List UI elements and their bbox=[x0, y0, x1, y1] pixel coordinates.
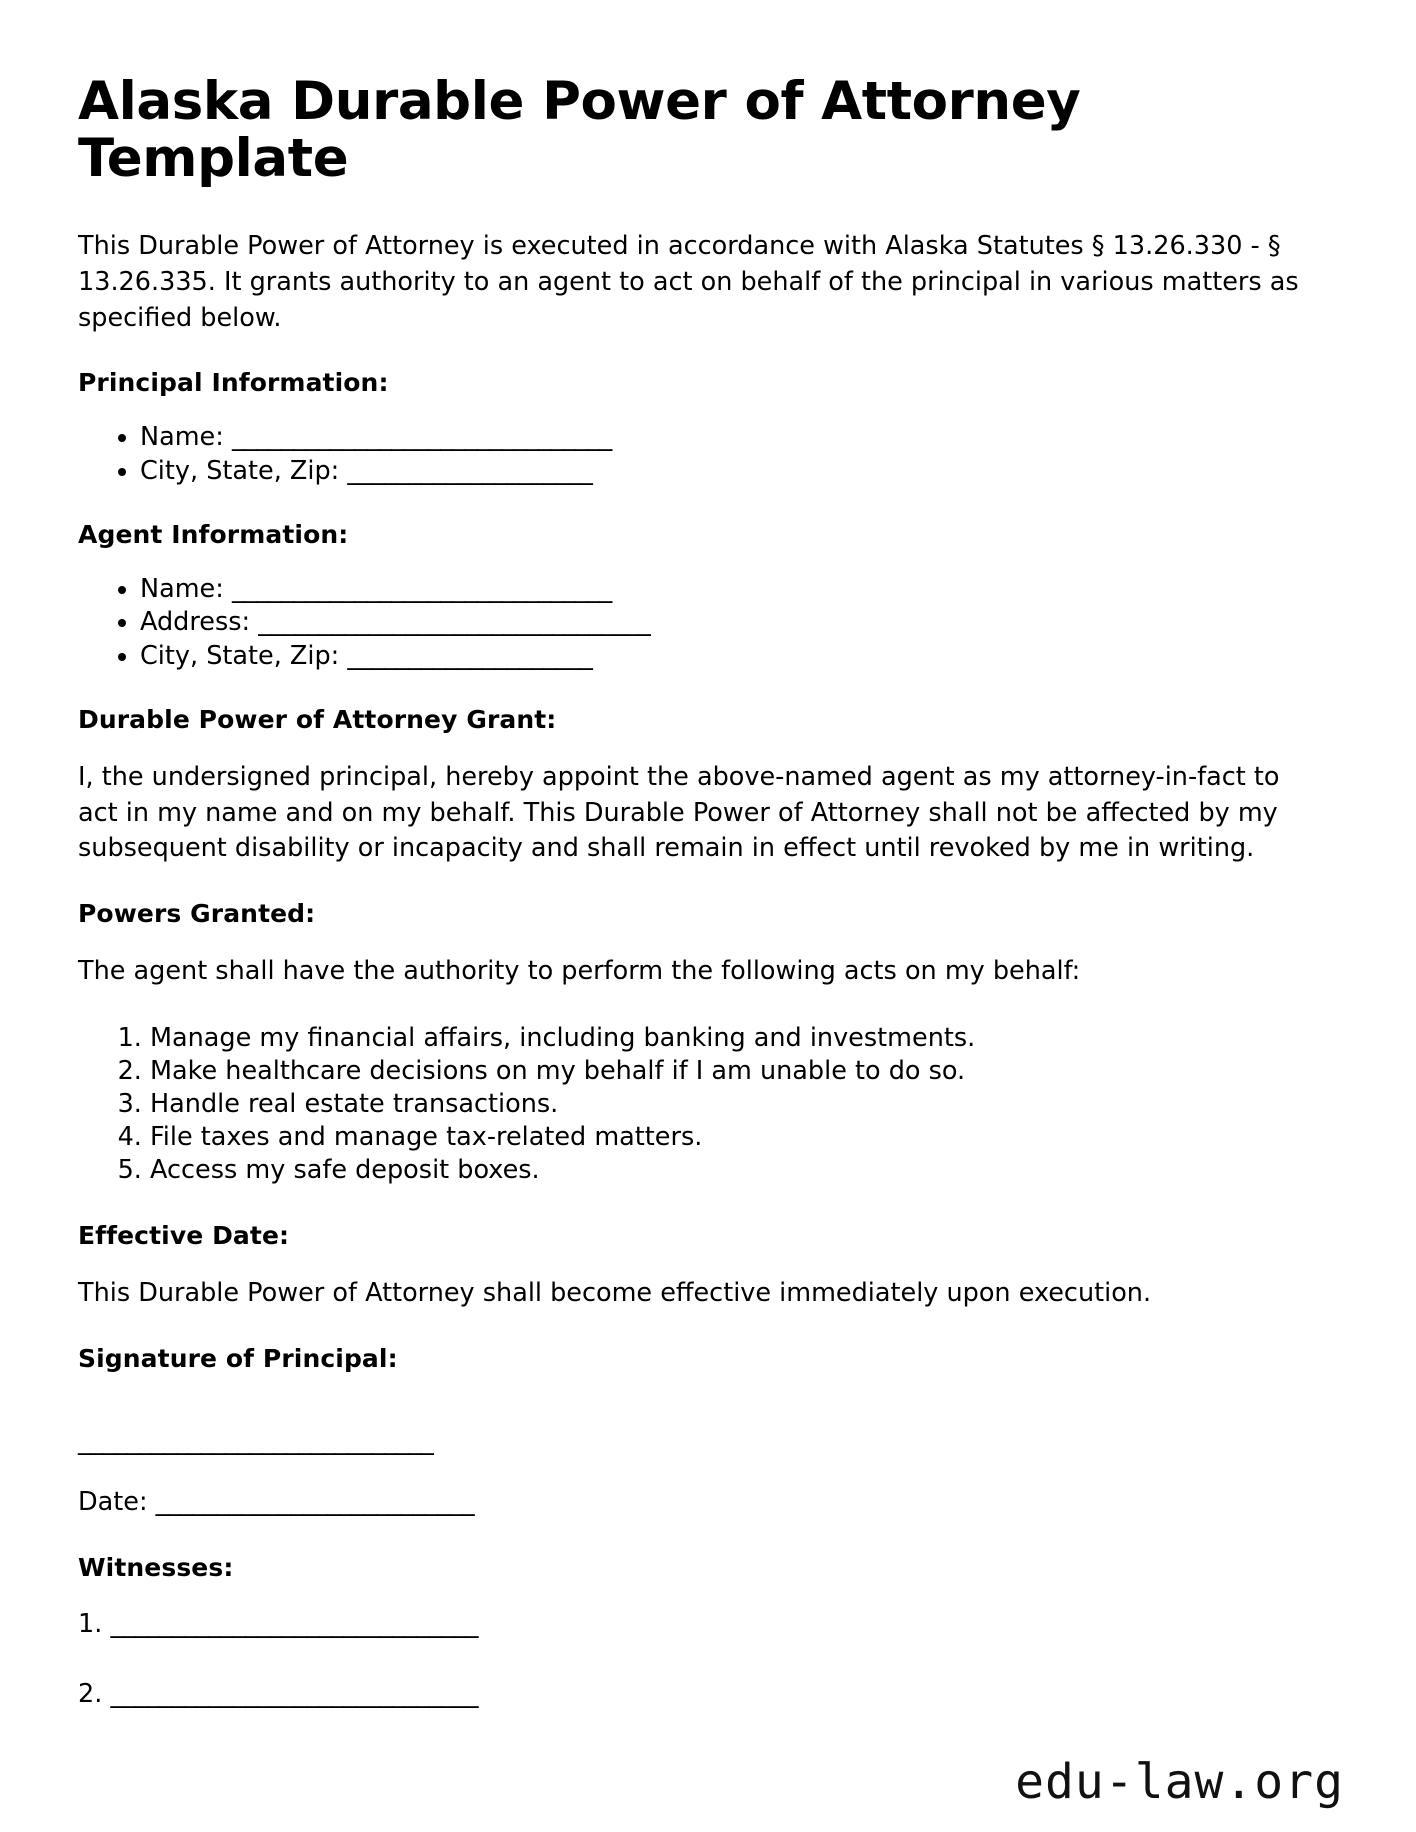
witness-blank[interactable]: ______________________________ bbox=[110, 1678, 478, 1709]
witness-line-2 bbox=[78, 1678, 1338, 1711]
field-label: Address: bbox=[140, 607, 251, 638]
list-item: 4. File taxes and manage tax-related matters. bbox=[150, 1121, 1338, 1154]
list-item bbox=[140, 642, 1338, 671]
field-label: City, State, Zip: bbox=[140, 640, 340, 671]
signature-spacer bbox=[78, 1399, 1338, 1425]
principal-signature-blank[interactable]: _____________________________ bbox=[78, 1426, 434, 1457]
list-item bbox=[140, 423, 1338, 452]
list-item bbox=[140, 457, 1338, 486]
witness-number: 1. bbox=[78, 1609, 103, 1640]
durable-power-grant-heading: Durable Power of Attorney Grant: bbox=[78, 705, 557, 735]
list-item: 1. Manage my financial affairs, including banking and investments. bbox=[150, 1022, 1338, 1055]
field-blank[interactable]: ____________________ bbox=[347, 455, 593, 486]
effective-date-heading: Effective Date: bbox=[78, 1221, 290, 1251]
agent-information-heading: Agent Information: bbox=[78, 520, 349, 550]
witness-number: 2. bbox=[78, 1678, 103, 1709]
field-blank[interactable]: ____________________ bbox=[347, 640, 593, 671]
principal-information-list bbox=[78, 423, 1338, 486]
principal-information-heading: Principal Information: bbox=[78, 368, 389, 398]
field-label: Name: bbox=[140, 422, 224, 453]
powers-granted-lead-in: The agent shall have the authority to perform the following acts on my behalf: bbox=[78, 956, 1081, 987]
date-label: Date: bbox=[78, 1487, 148, 1518]
list-item: 2. Make healthcare decisions on my behalf if I am unable to do so. bbox=[150, 1055, 1338, 1088]
powers-granted-list bbox=[78, 1022, 1338, 1188]
field-blank[interactable]: _______________________________ bbox=[231, 574, 612, 605]
signature-date-line bbox=[78, 1486, 1338, 1519]
field-label: Name: bbox=[140, 574, 224, 605]
field-label: City, State, Zip: bbox=[140, 455, 340, 486]
agent-information-list bbox=[78, 575, 1338, 671]
witness-blank[interactable]: ______________________________ bbox=[110, 1609, 478, 1640]
list-item bbox=[140, 608, 1338, 637]
site-watermark: edu-law.org bbox=[1015, 1754, 1344, 1810]
witness-line-1 bbox=[78, 1608, 1338, 1641]
intro-paragraph: This Durable Power of Attorney is executed in accordance with Alaska Statutes § 13.26.330 - § 13.26.335. It grants authority to an agent to act on behalf of the principal in various matters as specified below. bbox=[78, 231, 1299, 333]
powers-granted-heading: Powers Granted: bbox=[78, 899, 316, 929]
durable-power-grant-body: I, the undersigned principal, hereby appoint the above-named agent as my attorney-in-fact to act in my name and on my behalf. This Durable Power of Attorney shall not be affected by my subsequent disability or incapacity and shall remain in effect until revoked by me in writing. bbox=[78, 762, 1280, 864]
field-blank[interactable]: _______________________________ bbox=[231, 422, 612, 453]
page-title: Alaska Durable Power of Attorney Template bbox=[78, 71, 1081, 189]
list-item: 3. Handle real estate transactions. bbox=[150, 1088, 1338, 1121]
field-blank[interactable]: ________________________________ bbox=[258, 607, 651, 638]
witnesses-heading: Witnesses: bbox=[78, 1553, 234, 1583]
list-item bbox=[140, 575, 1338, 604]
date-blank[interactable]: __________________________ bbox=[155, 1487, 475, 1518]
list-item: 5. Access my safe deposit boxes. bbox=[150, 1154, 1338, 1187]
signature-of-principal-heading: Signature of Principal: bbox=[78, 1344, 398, 1374]
effective-date-body: This Durable Power of Attorney shall become effective immediately upon execution. bbox=[78, 1278, 1152, 1309]
